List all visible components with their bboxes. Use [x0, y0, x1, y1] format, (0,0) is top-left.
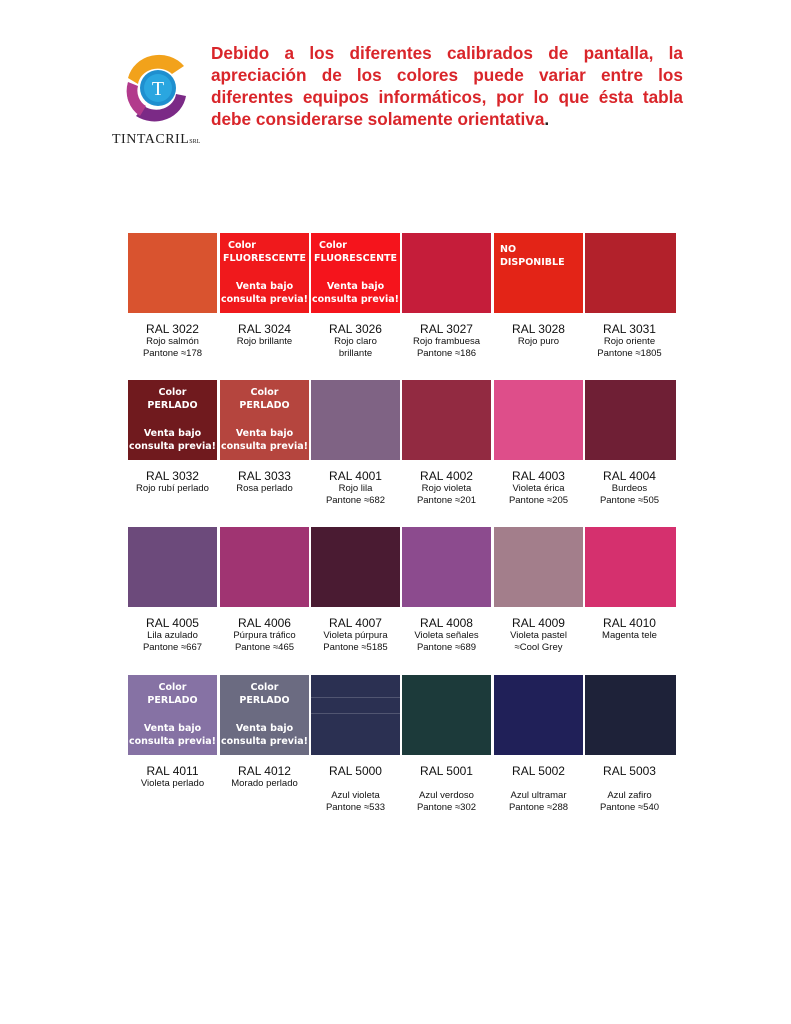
swatch-label	[582, 616, 677, 642]
availability-note	[311, 233, 400, 313]
swatch-label	[217, 469, 312, 495]
swatch-label	[217, 322, 312, 348]
color-swatch	[402, 675, 491, 755]
color-name: Rojo violeta	[421, 483, 472, 494]
color-swatch	[220, 675, 309, 755]
ral-code: RAL 4002	[420, 469, 473, 483]
availability-note	[128, 675, 217, 755]
note-line: FLUORESCENTE	[222, 253, 307, 264]
color-name: Rojo claro	[334, 336, 377, 347]
ral-code: RAL 4008	[420, 616, 473, 630]
note-line: consulta previa!	[129, 441, 216, 452]
ral-code: RAL 4005	[146, 616, 199, 630]
ral-code: RAL 3027	[420, 322, 473, 336]
label-spacer	[491, 778, 586, 790]
pantone-ref: Pantone ≈540	[599, 802, 660, 813]
swatch-label	[125, 469, 220, 495]
color-name: Rosa perlado	[236, 483, 293, 494]
note-line: PERLADO	[147, 695, 198, 706]
note-line: consulta previa!	[312, 294, 399, 305]
color-name: Azul violeta	[331, 790, 380, 801]
color-name: Violeta púrpura	[323, 630, 388, 641]
pantone-ref: Pantone ≈465	[234, 642, 295, 653]
label-spacer	[582, 778, 677, 790]
ral-code: RAL 5001	[420, 764, 473, 778]
note-line: Color	[250, 682, 279, 693]
ral-code: RAL 3026	[329, 322, 382, 336]
color-name: Violeta pastel	[510, 630, 567, 641]
note-line: DISPONIBLE	[500, 257, 565, 268]
availability-note	[220, 233, 309, 313]
pantone-ref: Pantone ≈288	[508, 802, 569, 813]
color-swatch	[494, 527, 583, 607]
note-line: Color	[228, 240, 256, 251]
pantone-ref: Pantone ≈505	[599, 495, 660, 506]
swatch-sheen	[311, 697, 400, 698]
swatch-label	[125, 616, 220, 654]
pantone-ref: Pantone ≈186	[416, 348, 477, 359]
color-swatch	[311, 380, 400, 460]
note-line: FLUORESCENTE	[313, 253, 398, 264]
ral-code: RAL 4010	[603, 616, 656, 630]
ral-code: RAL 5000	[329, 764, 382, 778]
color-name: Rojo salmón	[146, 336, 199, 347]
color-swatch	[220, 527, 309, 607]
color-name-cont: brillante	[338, 348, 373, 359]
note-line: Color	[319, 240, 347, 251]
pantone-ref: Pantone ≈302	[416, 802, 477, 813]
color-swatch	[494, 675, 583, 755]
color-swatch	[220, 233, 309, 313]
logo-letter: T	[151, 78, 165, 100]
note-line: consulta previa!	[221, 441, 308, 452]
label-spacer	[308, 778, 403, 790]
color-name: Rojo frambuesa	[412, 336, 481, 347]
color-swatch	[311, 527, 400, 607]
note-line: Venta bajo	[235, 281, 294, 292]
swatch-label	[308, 469, 403, 507]
color-swatch	[128, 675, 217, 755]
color-name: Violeta perlado	[140, 778, 205, 789]
tintacril-logo-icon	[114, 44, 200, 130]
ral-code: RAL 4007	[329, 616, 382, 630]
ral-code: RAL 5003	[603, 764, 656, 778]
pantone-ref: Pantone ≈533	[325, 802, 386, 813]
color-name: Azul ultramar	[510, 790, 567, 801]
note-line: Color	[250, 387, 279, 398]
swatch-label	[308, 616, 403, 654]
color-name: Violeta érica	[512, 483, 565, 494]
color-name: Azul zafiro	[607, 790, 652, 801]
note-line: PERLADO	[147, 400, 198, 411]
ral-code: RAL 4011	[146, 764, 199, 778]
color-swatch	[585, 675, 676, 755]
swatch-label	[491, 616, 586, 654]
color-swatch	[128, 233, 217, 313]
color-name: Rojo lila	[338, 483, 373, 494]
swatch-label	[308, 322, 403, 360]
note-line: Venta bajo	[235, 428, 294, 439]
swatch-label	[399, 616, 494, 654]
ral-code: RAL 4012	[238, 764, 291, 778]
note-line: PERLADO	[239, 695, 290, 706]
pantone-ref: Pantone ≈5185	[323, 642, 388, 653]
color-name: Lila azulado	[147, 630, 198, 641]
swatch-label	[582, 764, 677, 814]
color-name: Azul verdoso	[419, 790, 474, 801]
swatch-label	[491, 764, 586, 814]
pantone-ref: Pantone ≈667	[142, 642, 203, 653]
color-swatch	[494, 233, 583, 313]
swatch-label	[217, 616, 312, 654]
swatch-label	[217, 764, 312, 790]
ral-code: RAL 4004	[603, 469, 656, 483]
ral-code: RAL 3024	[238, 322, 291, 336]
swatch-sheen	[311, 713, 400, 714]
note-line: consulta previa!	[221, 736, 308, 747]
color-swatch	[311, 233, 400, 313]
company-name: TINTACRILSRL	[112, 132, 201, 147]
swatch-label	[491, 322, 586, 348]
color-swatch	[585, 380, 676, 460]
swatch-label	[582, 469, 677, 507]
swatch-label	[308, 764, 403, 814]
color-name: Morado perlado	[231, 778, 298, 789]
note-line: Venta bajo	[326, 281, 385, 292]
color-swatch	[585, 233, 676, 313]
color-swatch	[402, 233, 491, 313]
label-spacer	[399, 778, 494, 790]
note-line: Color	[158, 682, 187, 693]
note-line: consulta previa!	[221, 294, 308, 305]
company-logo	[108, 44, 206, 154]
ral-code: RAL 5002	[512, 764, 565, 778]
pantone-ref: Pantone ≈689	[416, 642, 477, 653]
color-swatch	[220, 380, 309, 460]
swatch-label	[125, 322, 220, 360]
disclaimer-text: Debido a los diferentes calibrados de pantalla, la apreciación de los colores puede variar entre los diferentes equipos informáticos, por lo que ésta tabla debe considerarse solamente orientativa.	[211, 43, 683, 129]
pantone-ref: Pantone ≈682	[325, 495, 386, 506]
availability-note	[220, 675, 309, 755]
swatch-label	[582, 322, 677, 360]
color-name: Rojo brillante	[236, 336, 293, 347]
availability-note	[128, 380, 217, 460]
ral-code: RAL 4009	[512, 616, 565, 630]
ral-code: RAL 3032	[146, 469, 199, 483]
color-swatch	[311, 675, 400, 755]
color-name: Rojo oriente	[603, 336, 656, 347]
color-swatch	[402, 527, 491, 607]
pantone-ref: Pantone ≈205	[508, 495, 569, 506]
color-name: Púrpura tráfico	[233, 630, 296, 641]
note-line: Venta bajo	[143, 428, 202, 439]
swatch-label	[491, 469, 586, 507]
color-name: Burdeos	[611, 483, 648, 494]
note-line: PERLADO	[239, 400, 290, 411]
company-suffix: SRL	[189, 139, 201, 145]
color-name: Rojo puro	[517, 336, 560, 347]
pantone-ref: Pantone ≈1805	[597, 348, 662, 359]
availability-note	[220, 380, 309, 460]
pantone-ref: Pantone ≈178	[142, 348, 203, 359]
ral-code: RAL 4003	[512, 469, 565, 483]
color-swatch	[585, 527, 676, 607]
note-line: Venta bajo	[235, 723, 294, 734]
note-line: Venta bajo	[143, 723, 202, 734]
color-swatch	[128, 380, 217, 460]
swatch-label	[399, 322, 494, 360]
color-name: Rojo rubí perlado	[136, 483, 209, 494]
ral-code: RAL 3033	[238, 469, 291, 483]
ral-code: RAL 4006	[238, 616, 291, 630]
swatch-label	[399, 764, 494, 814]
note-line: NO	[500, 244, 517, 255]
color-name: Magenta tele	[602, 630, 657, 641]
color-name: Violeta señales	[414, 630, 479, 641]
ral-code: RAL 3028	[512, 322, 565, 336]
ral-code: RAL 3022	[146, 322, 199, 336]
color-swatch	[128, 527, 217, 607]
note-line: Color	[158, 387, 187, 398]
pantone-ref: Pantone ≈201	[416, 495, 477, 506]
color-swatch	[402, 380, 491, 460]
availability-note	[494, 233, 583, 313]
color-swatch	[494, 380, 583, 460]
ral-code: RAL 4001	[329, 469, 382, 483]
pantone-ref: ≈Cool Grey	[514, 642, 563, 653]
note-line: consulta previa!	[129, 736, 216, 747]
swatch-label	[125, 764, 220, 790]
swatch-label	[399, 469, 494, 507]
ral-code: RAL 3031	[603, 322, 656, 336]
